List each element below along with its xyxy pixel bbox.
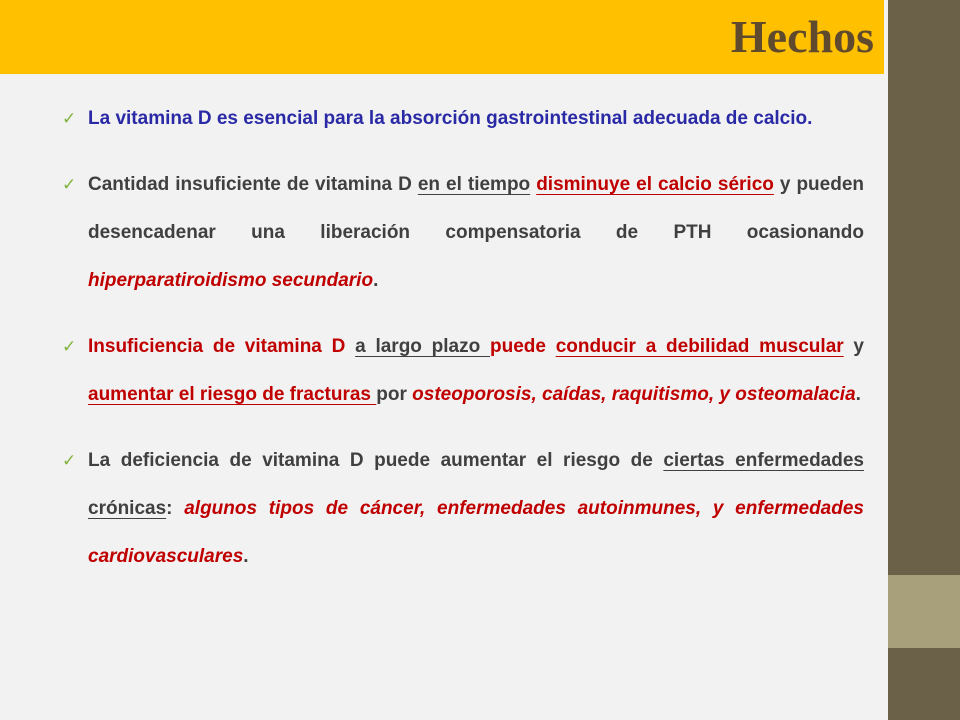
bullet-text-emphasis: aumentar el riesgo de fracturas <box>88 384 377 405</box>
bullet-text-part: y pueden desencadenar una liberación compensatoria de PTH ocasionando <box>88 174 865 243</box>
bullet-text-part: La deficiencia de vitamina D puede aumentar el riesgo de <box>88 450 664 471</box>
side-bar-light <box>888 575 960 648</box>
bullet-text-italic: hiperparatiroidismo secundario <box>88 270 374 291</box>
bullet-text-part: puede <box>489 336 556 357</box>
side-bar-bottom <box>888 648 960 720</box>
check-icon: ✓ <box>62 109 77 128</box>
bullet-text-underlined: en el tiempo <box>417 174 531 195</box>
bullet-item <box>62 437 864 581</box>
bullet-text-emphasis: conducir a debilidad muscular <box>555 336 844 357</box>
bullet-text-underlined: ciertas enfermedades crónicas <box>88 450 864 519</box>
check-icon: ✓ <box>62 451 77 470</box>
bullet-text-part: Insuficiencia de vitamina D <box>88 336 356 357</box>
bullet-item <box>62 323 864 419</box>
bullet-text-italic: osteoporosis, caídas, raquitismo, y osteomalacia <box>412 384 856 405</box>
bullet-text: La vitamina D es esencial para la absorción gastrointestinal adecuada de calcio. <box>88 108 813 129</box>
check-icon: ✓ <box>62 175 77 194</box>
bullet-text-part: . <box>855 384 861 405</box>
check-icon: ✓ <box>62 337 77 356</box>
bullet-item <box>62 95 864 143</box>
bullet-text-emphasis: disminuye el calcio sérico <box>536 174 774 195</box>
bullet-text-underlined: a largo plazo <box>355 336 490 357</box>
bullet-text-part: : <box>166 498 185 519</box>
bullet-list <box>62 95 864 599</box>
bullet-text-italic: algunos tipos de cáncer, enfermedades autoinmunes, y enfermedades cardiovasculares <box>88 498 864 567</box>
bullet-text-part: por <box>376 384 413 405</box>
bullet-text-part: . <box>243 546 249 567</box>
bullet-text-part: . <box>373 270 379 291</box>
bullet-item <box>62 161 864 305</box>
bullet-text-part: y <box>843 336 864 357</box>
slide-title: Hechos <box>730 11 874 62</box>
side-bar-dark <box>888 0 960 575</box>
title-bar <box>0 0 884 74</box>
bullet-text-part: Cantidad insuficiente de vitamina D <box>88 174 418 195</box>
